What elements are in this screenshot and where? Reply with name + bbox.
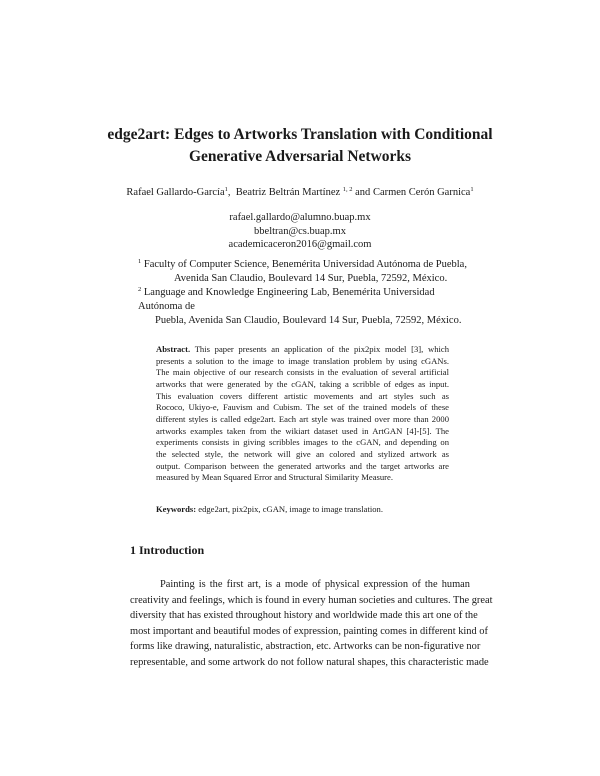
abstract-line-1: This paper presents an application of the pix2pix model [3], which — [194, 344, 449, 354]
abstract-line-12: measured by Mean Squared Error and Structural Similarity Measure. — [156, 472, 393, 483]
abstract-line-10: the selected style, the network will give an colored and stylized artwork as — [156, 448, 449, 459]
author-list: Rafael Gallardo-García$^1$, Beatriz Beltrán Martínez $^{1, 2}$ and Carmen Cerón Garnica$^1$ — [126, 186, 474, 198]
abstract — [156, 344, 449, 484]
abstract-line-5: This evaluation covers different artistic movements and art styles such as — [156, 390, 449, 401]
abstract-line-6: Rococo, Ukiyo-e, Fauvism and Cubism. The set of the trained models of these — [156, 402, 449, 413]
intro-line-6: representable, and some artwork do not follow natural shapes, this characteristic made — [130, 656, 489, 668]
email-list — [60, 211, 540, 252]
title-line-1: edge2art: Edges to Artworks Translation with Conditional — [107, 126, 493, 143]
abstract-line-11: output. Comparison between the generated artworks and the target artworks are — [156, 460, 449, 471]
author-1-sup: 1 — [224, 186, 228, 193]
author-2-sup: 1, 2 — [342, 186, 353, 193]
author-3-sup: 1 — [470, 186, 474, 193]
abstract-line-8: artworks examples taken from the wikiart dataset used in ArtGAN [4]-[5]. The — [156, 425, 449, 436]
intro-line-1: Painting is the first art, is a mode of physical expression of the human — [160, 579, 470, 590]
introduction-text — [130, 577, 493, 670]
abstract-line — [156, 344, 449, 356]
keywords-text: edge2art, pix2pix, cGAN, image to image translation. — [198, 504, 383, 514]
affiliation-1-line-1 — [138, 258, 468, 272]
intro-line-2: creativity and feelings, which is found in every human societies and cultures. The great — [130, 594, 493, 606]
author-connector: and — [355, 187, 371, 198]
paper-title — [60, 124, 540, 168]
intro-line-4: most important and beautiful modes of expression, painting comes in different kind of — [130, 625, 488, 637]
affiliation-2-line-1 — [138, 286, 468, 314]
abstract-line-7: different styles is called edge2art. Each art style was trained over more than 2000 — [156, 413, 449, 424]
intro-line-5: forms like drawing, naturalistic, abstraction, etc. Artworks can be non-figurative nor — [130, 641, 481, 652]
abstract-line-3: The main objective of our research consists in the evaluation of several artificial — [156, 367, 449, 378]
email-2: bbeltran@cs.buap.mx — [254, 225, 346, 237]
email-3: academicaceron2016@gmail.com — [228, 239, 372, 250]
abstract-line-4: artworks that were generated by the cGAN, taking a scribble of edges as input. — [156, 378, 449, 389]
affiliation-1-sup: 1 — [138, 258, 142, 265]
affiliation-2-text: Language and Knowledge Engineering Lab, Benemérita Universidad Autónoma de — [138, 287, 435, 312]
author-1-name: Rafael Gallardo-García — [126, 187, 225, 198]
abstract-line-9: experiments consists in giving scribbles images to the cGAN, and depending on — [156, 437, 449, 448]
affiliation-1-text: Faculty of Computer Science, Benemérita Universidad Autónoma de Puebla, — [143, 259, 467, 270]
email-1: rafael.gallardo@alumno.buap.mx — [229, 212, 371, 223]
affiliation-2-sup: 2 — [138, 286, 142, 293]
affiliation-2-line-2: Puebla, Avenida San Claudio, Boulevard 14 Sur, Puebla, 72592, México. — [155, 315, 462, 326]
affiliations — [138, 258, 468, 328]
keywords — [156, 504, 449, 516]
title-line-2: Generative Adversarial Networks — [188, 148, 412, 165]
author-3-name: Carmen Cerón Garnica — [372, 187, 471, 198]
keywords-label: Keywords: — [156, 504, 197, 514]
abstract-label: Abstract. — [156, 344, 191, 354]
abstract-line-2: presents a solution to the image to image translation problem by using cGANs. — [156, 355, 449, 366]
affiliation-1-line-2: Avenida San Claudio, Boulevard 14 Sur, Puebla, 72592, México. — [174, 273, 448, 284]
intro-line-3: diversity that has existed throughout history and worldwide made this art one of the — [130, 610, 478, 621]
section-heading: 1 Introduction — [130, 543, 205, 557]
author-2-name: Beatriz Beltrán Martínez — [235, 187, 341, 198]
